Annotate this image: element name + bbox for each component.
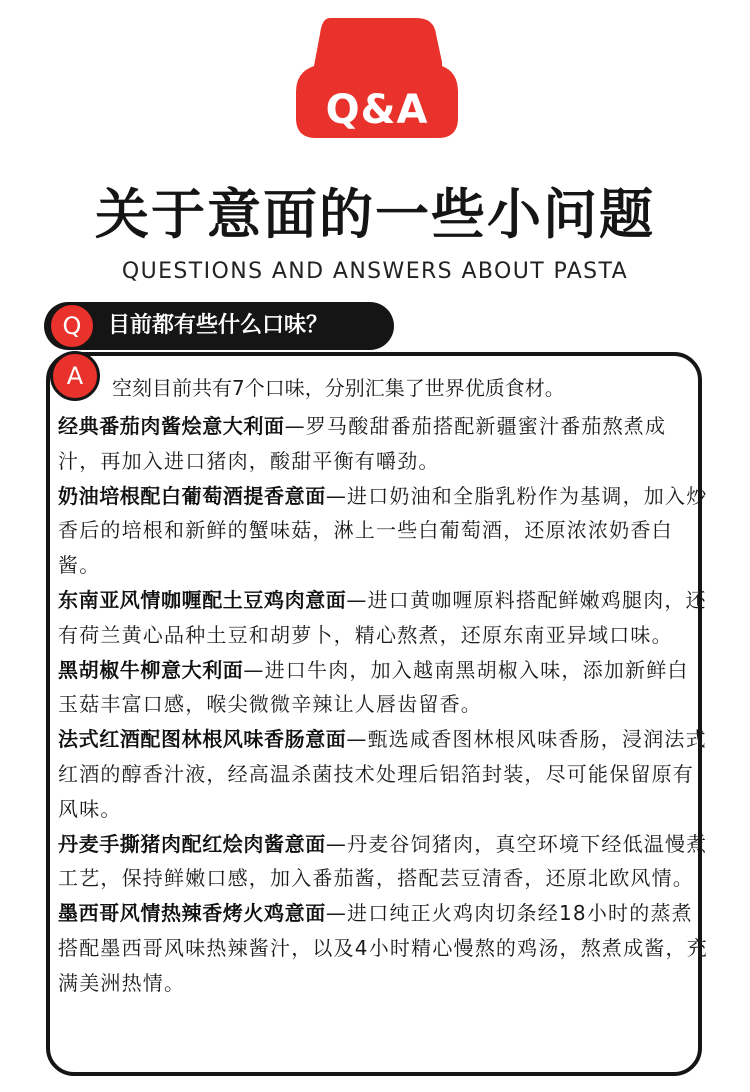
flavor-item — [58, 827, 708, 897]
flavor-name: 法式红酒配图林根风味香肠意面 — [58, 727, 347, 752]
flavor-description: —罗马酸甜番茄搭配新疆蜜汁番茄熬煮成汁，再加入进口猪肉，酸甜平衡有嚼劲。 — [58, 414, 667, 473]
question-pill — [44, 302, 394, 350]
flavor-description: —丹麦谷饲猪肉，真空环境下经低温慢煮工艺，保持鲜嫩口感，加入番茄酱，搭配芸豆清香，还原北欧风情。 — [58, 831, 708, 891]
page-title: 关于意面的一些小问题 — [95, 183, 655, 246]
flavor-description: —进口纯正火鸡肉切条经18小时的蒸煮搭配墨西哥风味热辣酱汁，以及4小时精心慢熬的鸡汤，熬煮成酱，充满美洲热情。 — [58, 901, 708, 995]
flavor-name: 东南亚风情咖喱配土豆鸡肉意面 — [58, 587, 347, 612]
flavor-item — [58, 583, 708, 653]
answer-badge: A — [50, 351, 100, 401]
question-badge: Q — [48, 302, 96, 350]
flavor-item — [58, 653, 708, 723]
flavor-name: 经典番茄肉酱烩意大利面 — [58, 414, 285, 438]
flavor-description: —进口黄咖喱原料搭配鲜嫩鸡腿肉，还有荷兰黄心品种土豆和胡萝卜，精心熬煮，还原东南亚异域口味。 — [58, 587, 707, 647]
flavor-name: 奶油培根配白葡萄酒提香意面 — [58, 483, 326, 508]
flavor-list — [58, 409, 708, 1001]
flavor-item — [58, 722, 708, 826]
flavor-name: 丹麦手撕猪肉配红烩肉酱意面 — [58, 831, 326, 856]
flavor-name: 墨西哥风情热辣香烤火鸡意面 — [58, 901, 326, 926]
flavor-item — [58, 896, 708, 1000]
flavor-description: —甄选咸香图林根风味香肠，浸润法式红酒的醇香汁液，经高温杀菌技术处理后铝箔封装，尽可能保留原有风味。 — [58, 727, 707, 821]
flavor-description: —进口牛肉，加入越南黑胡椒入味，添加新鲜白玉菇丰富口感，喉尖微微辛辣让人唇齿留香。 — [58, 657, 689, 717]
flavor-description: —进口奶油和全脂乳粉作为基调，加入炒香后的培根和新鲜的蟹味菇，淋上一些白葡萄酒，还原浓浓奶香白酱。 — [58, 483, 708, 578]
qa-badge — [292, 14, 462, 142]
page-subtitle: QUESTIONS AND ANSWERS ABOUT PASTA — [121, 259, 629, 284]
flavor-item — [58, 409, 708, 479]
flavor-item — [58, 479, 708, 583]
qa-badge-label: Q&A — [325, 87, 429, 133]
question-text: 目前都有些什么口味？ — [108, 313, 329, 338]
flavor-name: 黑胡椒牛柳意大利面 — [58, 657, 244, 682]
answer-intro: 空刻目前共有7个口味，分别汇集了世界优质食材。 — [112, 376, 565, 400]
